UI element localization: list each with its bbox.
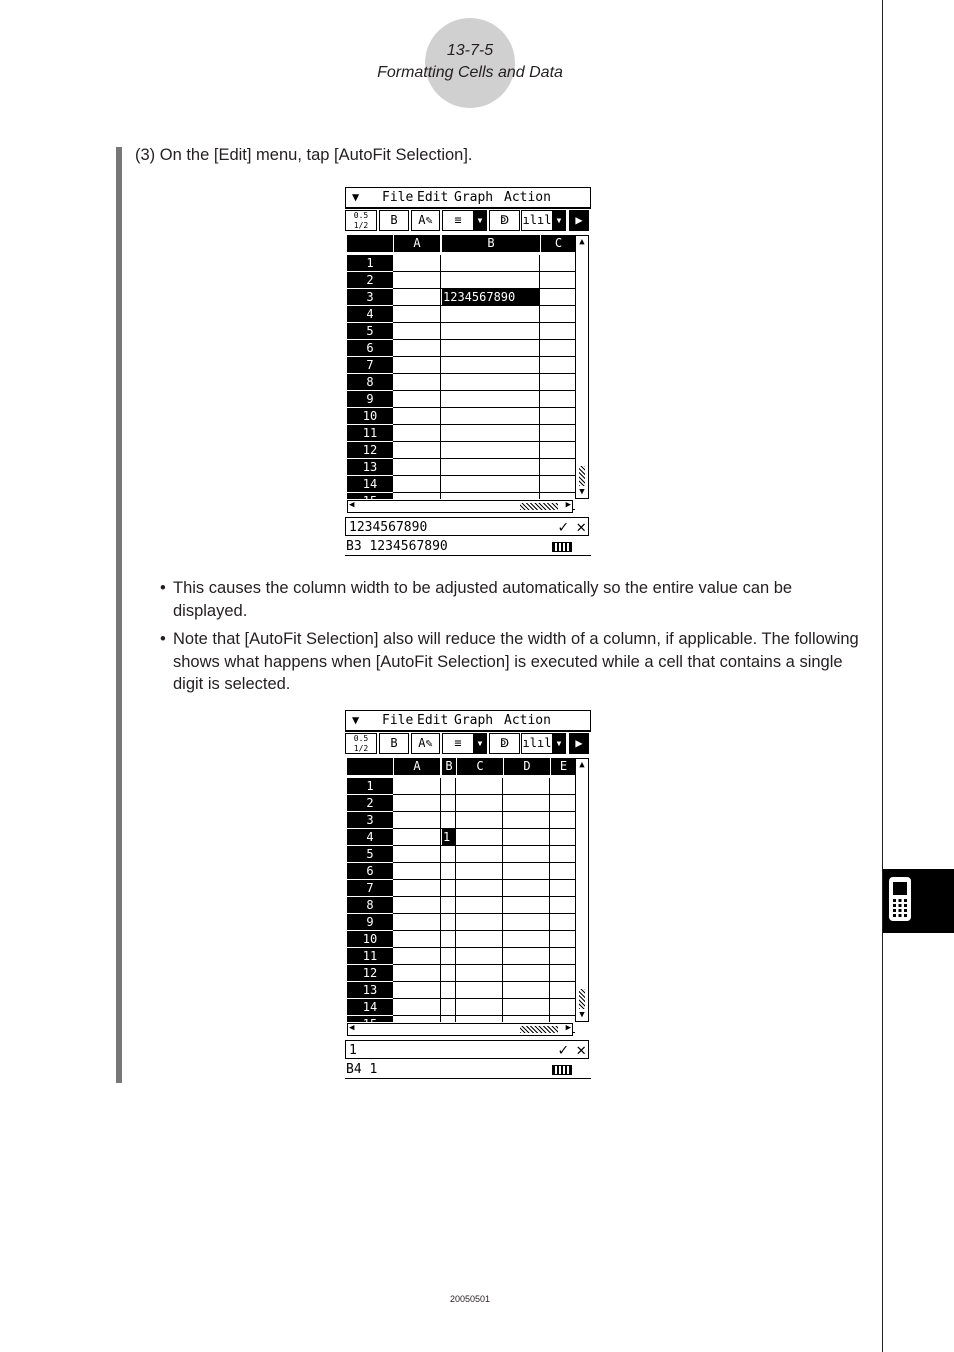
row-header[interactable]: 4 [347,829,393,845]
row-header[interactable]: 9 [347,391,393,407]
calculator-icon [883,869,954,933]
horizontal-scrollbar[interactable] [347,500,573,513]
row-header[interactable]: 5 [347,323,393,339]
toolbar-button[interactable]: ▶ [569,733,589,754]
column-header[interactable]: B [441,235,540,252]
scroll-down-arrow-icon[interactable]: ▼ [579,1010,585,1020]
scroll-thumb[interactable] [520,503,558,510]
vertical-scrollbar[interactable] [575,235,589,499]
row-header[interactable]: 4 [347,306,393,322]
menu-item[interactable]: Graph [454,713,494,728]
menu-item[interactable]: Edit [417,713,449,728]
chapter-tab [883,869,954,933]
menu-item[interactable]: Edit [417,190,449,205]
toolbar-button[interactable]: B [379,733,409,754]
check-icon[interactable]: ✓ [558,517,568,536]
row-header[interactable]: 10 [347,931,393,947]
toolbar-button[interactable]: ılıl [521,733,553,754]
row-header[interactable]: 1 [347,778,393,794]
toolbar-button[interactable]: ▾ [473,210,487,231]
check-icon[interactable]: ✓ [558,1040,568,1059]
row-header[interactable]: 3 [347,289,393,305]
bullet-text: Note that [AutoFit Selection] also will reduce the width of a column, if applicable. The following shows what happens when [AutoFit Selection] is executed while a cell that contains a single digit is selected. [173,630,859,693]
status-bar [345,1061,591,1079]
row-header[interactable]: 8 [347,897,393,913]
toolbar-button[interactable]: ↁ [489,210,520,231]
toolbar [345,733,591,755]
toolbar-button[interactable]: 0.5 1/2 [345,210,377,231]
entry-line[interactable] [345,1040,589,1059]
row-header[interactable]: 2 [347,272,393,288]
entry-value: 1234567890 [349,520,428,535]
row-header[interactable]: 14 [347,999,393,1015]
scroll-left-arrow-icon[interactable]: ◀ [349,1023,355,1033]
toolbar-button[interactable]: A✎ [411,210,440,231]
row-header[interactable]: 3 [347,812,393,828]
toolbar-button[interactable]: ▶ [569,210,589,231]
menu-item[interactable]: Action [504,713,551,728]
vertical-scrollbar[interactable] [575,758,589,1022]
row-header[interactable]: 1 [347,255,393,271]
row-header[interactable]: 7 [347,880,393,896]
scroll-up-arrow-icon[interactable]: ▲ [579,237,585,247]
column-header[interactable]: A [394,758,440,775]
section-title: Formatting Cells and Data [377,64,563,81]
column-header[interactable]: C [456,758,503,775]
menu-item[interactable]: Graph [454,190,494,205]
scroll-left-arrow-icon[interactable]: ◀ [349,500,355,510]
toolbar [345,210,591,232]
battery-icon [552,1065,572,1075]
footer-code: 20050501 [449,1294,491,1304]
row-header[interactable]: 2 [347,795,393,811]
battery-icon [552,542,572,552]
row-header[interactable]: 14 [347,476,393,492]
bullet-dot: • [160,630,166,648]
row-header[interactable]: 9 [347,914,393,930]
row-header[interactable]: 12 [347,442,393,458]
toolbar-button[interactable]: ▾ [552,210,566,231]
header-circle-decoration [425,18,515,108]
bullet-dot: • [160,579,166,597]
selected-cell[interactable]: 1234567890 [442,289,539,305]
toolbar-button[interactable]: ılıl [521,210,553,231]
page-number: 13-7-5 [446,42,494,59]
cell-gridlines [347,235,575,499]
column-header[interactable]: C [540,235,576,252]
scroll-down-arrow-icon[interactable]: ▼ [579,487,585,497]
cell-gridlines [347,758,575,1022]
step-instruction: (3) On the [Edit] menu, tap [AutoFit Selection]. [135,146,473,164]
right-margin-rule [882,0,883,1352]
menu-bar [345,710,591,732]
menu-bar [345,187,591,209]
row-header[interactable]: 11 [347,948,393,964]
entry-line[interactable] [345,517,589,536]
row-header[interactable]: 6 [347,863,393,879]
toolbar-button[interactable]: A✎ [411,733,440,754]
column-header[interactable]: A [394,235,440,252]
calculator-screen-2 [345,710,591,1082]
horizontal-scrollbar[interactable] [347,1023,573,1036]
toolbar-button[interactable]: ≡ [442,733,474,754]
calculator-screen-1 [345,187,591,559]
row-header[interactable]: 13 [347,982,393,998]
column-header[interactable]: D [503,758,550,775]
bullet-item [160,577,860,623]
status-bar [345,538,591,556]
row-header[interactable]: 8 [347,374,393,390]
scroll-right-arrow-icon[interactable]: ▶ [565,500,571,510]
menu-arrow-icon[interactable]: ▼ [352,190,360,204]
cancel-icon[interactable]: ✕ [576,1040,586,1059]
toolbar-button[interactable]: 0.5 1/2 [345,733,377,754]
bullet-text: This causes the column width to be adjusted automatically so the entire value can be displayed. [173,579,793,620]
scroll-right-arrow-icon[interactable]: ▶ [565,1023,571,1033]
status-text: B3 1234567890 [346,539,448,554]
toolbar-button[interactable]: ≡ [442,210,474,231]
row-header[interactable]: 10 [347,408,393,424]
menu-item[interactable]: Action [504,190,551,205]
scroll-thumb[interactable] [520,1026,558,1033]
scroll-thumb[interactable] [579,989,585,1009]
bullet-item [160,628,860,698]
scroll-thumb[interactable] [579,466,585,486]
entry-value: 1 [349,1043,357,1058]
column-header[interactable]: B [441,758,456,775]
row-header[interactable]: 13 [347,459,393,475]
row-header[interactable]: 12 [347,965,393,981]
scroll-up-arrow-icon[interactable]: ▲ [579,760,585,770]
toolbar-button[interactable]: ▾ [473,733,487,754]
toolbar-button[interactable]: ▾ [552,733,566,754]
column-header[interactable]: E [550,758,576,775]
row-header[interactable]: 6 [347,340,393,356]
toolbar-button[interactable]: ↁ [489,733,520,754]
menu-arrow-icon[interactable]: ▼ [352,713,360,727]
row-header[interactable]: 5 [347,846,393,862]
cancel-icon[interactable]: ✕ [576,517,586,536]
row-header[interactable]: 7 [347,357,393,373]
menu-item[interactable]: File [382,190,414,205]
step-bar [116,147,122,1083]
toolbar-button[interactable]: B [379,210,409,231]
menu-item[interactable]: File [382,713,414,728]
status-text: B4 1 [346,1062,378,1077]
row-header[interactable]: 11 [347,425,393,441]
selected-cell[interactable]: 1 [442,829,456,845]
